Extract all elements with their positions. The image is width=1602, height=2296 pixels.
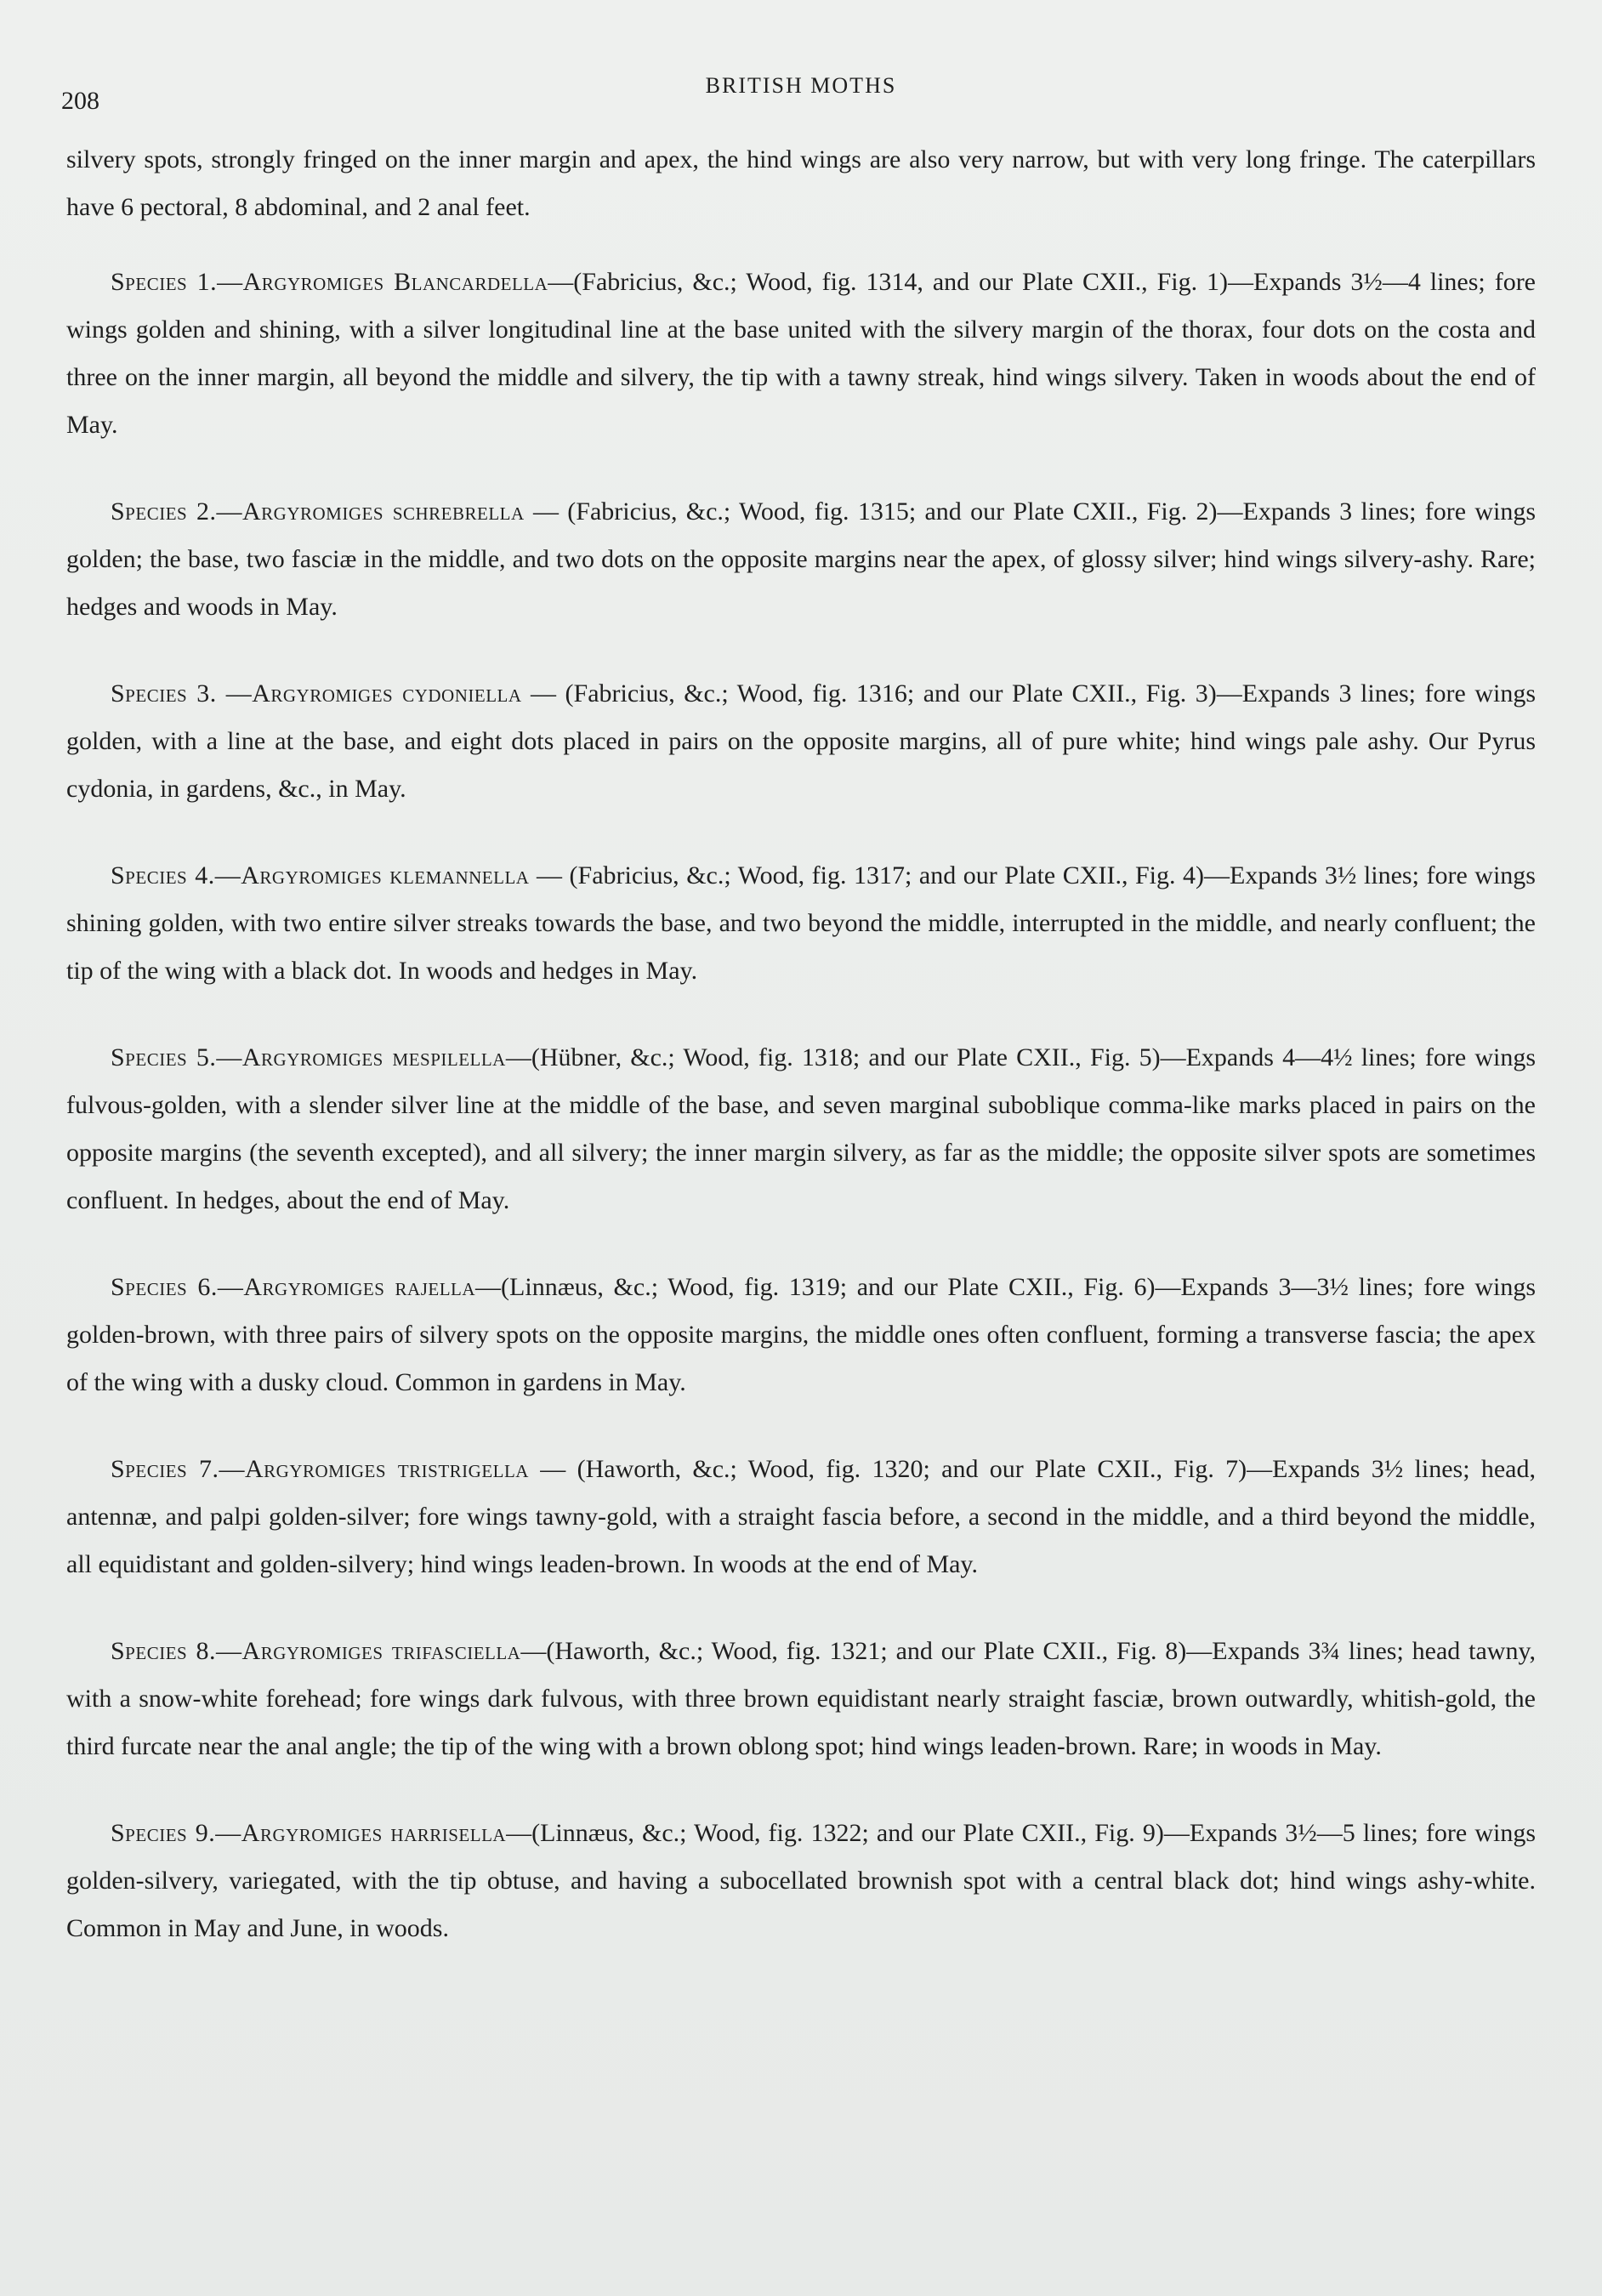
species-entry bbox=[66, 259, 1536, 449]
species-label: Species 2.—Argyromiges schrebrella bbox=[111, 497, 525, 526]
intro-paragraph: silvery spots, strongly fringed on the inner margin and apex, the hind wings are also very narrow, but with very long fringe. The caterpillars have 6 pectoral, 8 abdominal, and 2 anal feet. bbox=[66, 145, 1536, 221]
species-entry bbox=[66, 1034, 1536, 1225]
species-description: — (Haworth, &c.; Wood, fig. 1320; and our Plate CXII., Fig. 7)—Expands 3½ lines; head, antennæ, and palpi golden-silver; fore wings tawny-gold, with a straight fascia before, a second in the middle, and a third beyond the middle, all equidistant and golden-silvery; hind wings leaden-brown. In woods at the end of May. bbox=[66, 1455, 1536, 1578]
species-entry bbox=[66, 1810, 1536, 1952]
species-entry bbox=[66, 488, 1536, 631]
species-label: Species 6.—Argyromiges rajella bbox=[111, 1273, 476, 1301]
species-description: — (Fabricius, &c.; Wood, fig. 1316; and our Plate CXII., Fig. 3)—Expands 3 lines; fore wings golden, with a line at the base, and eight dots placed in pairs on the opposite margins, all of pure white; hind wings pale ashy. Our Pyrus cydonia, in gardens, &c., in May. bbox=[66, 679, 1536, 803]
species-entry bbox=[66, 670, 1536, 813]
species-entry bbox=[66, 1446, 1536, 1588]
species-entry bbox=[66, 1264, 1536, 1407]
species-description: —(Linnæus, &c.; Wood, fig. 1319; and our Plate CXII., Fig. 6)—Expands 3—3½ lines; fore wings golden-brown, with three pairs of silvery spots on the opposite margins, the middle ones often confluent, forming a transverse fascia; the apex of the wing with a dusky cloud. Common in gardens in May. bbox=[66, 1273, 1536, 1396]
species-description: — (Fabricius, &c.; Wood, fig. 1315; and our Plate CXII., Fig. 2)—Expands 3 lines; fore wings golden; the base, two fasciæ in the middle, and two dots on the opposite margins near the apex, of glossy silver; hind wings silvery-ashy. Rare; hedges and woods in May. bbox=[66, 497, 1536, 621]
species-label: Species 3. —Argyromiges cydoniella bbox=[111, 679, 522, 708]
species-description: —(Hübner, &c.; Wood, fig. 1318; and our Plate CXII., Fig. 5)—Expands 4—4½ lines; fore wings fulvous-golden, with a slender silver line at the middle of the base, and seven marginal suboblique comma-like marks placed in pairs on the opposite margins (the seventh excepted), and all silvery; the inner margin silvery, as far as the middle; the opposite silver spots are sometimes confluent. In hedges, about the end of May. bbox=[66, 1043, 1536, 1214]
species-label: Species 1.—Argyromiges Blancardella bbox=[111, 268, 548, 296]
page-body bbox=[66, 136, 1536, 1992]
species-label: Species 4.—Argyromiges klemannella bbox=[111, 861, 530, 889]
species-label: Species 7.—Argyromiges tristrigella bbox=[111, 1455, 529, 1483]
species-label: Species 8.—Argyromiges trifasciella bbox=[111, 1637, 521, 1665]
species-label: Species 9.—Argyromiges harrisella bbox=[111, 1819, 507, 1847]
species-description: —(Haworth, &c.; Wood, fig. 1321; and our Plate CXII., Fig. 8)—Expands 3¾ lines; head tawny, with a snow-white forehead; fore wings dark fulvous, with three brown equidistant nearly straight fasciæ, brown outwardly, whitish-gold, the third furcate near the anal angle; the tip of the wing with a brown oblong spot; hind wings leaden-brown. Rare; in woods in May. bbox=[66, 1637, 1536, 1760]
running-title: BRITISH MOTHS bbox=[705, 73, 897, 98]
species-description: —(Linnæus, &c.; Wood, fig. 1322; and our Plate CXII., Fig. 9)—Expands 3½—5 lines; fore wings golden-silvery, variegated, with the tip obtuse, and having a subocellated brownish spot with a central black dot; hind wings ashy-white. Common in May and June, in woods. bbox=[66, 1819, 1536, 1942]
species-entry bbox=[66, 852, 1536, 995]
species-description: —(Fabricius, &c.; Wood, fig. 1314, and our Plate CXII., Fig. 1)—Expands 3½—4 lines; fore wings golden and shining, with a silver longitudinal line at the base united with the silvery margin of the thorax, four dots on the costa and three on the inner margin, all beyond the middle and silvery, the tip with a tawny streak, hind wings silvery. Taken in woods about the end of May. bbox=[66, 268, 1537, 439]
species-entry bbox=[66, 1628, 1536, 1770]
species-label: Species 5.—Argyromiges mespilella bbox=[111, 1043, 506, 1071]
page-number: 208 bbox=[61, 87, 99, 115]
species-description: — (Fabricius, &c.; Wood, fig. 1317; and our Plate CXII., Fig. 4)—Expands 3½ lines; fore wings shining golden, with two entire silver streaks towards the base, and two beyond the middle, interrupted in the middle, and nearly confluent; the tip of the wing with a black dot. In woods and hedges in May. bbox=[66, 861, 1536, 985]
page-header bbox=[61, 66, 1541, 117]
